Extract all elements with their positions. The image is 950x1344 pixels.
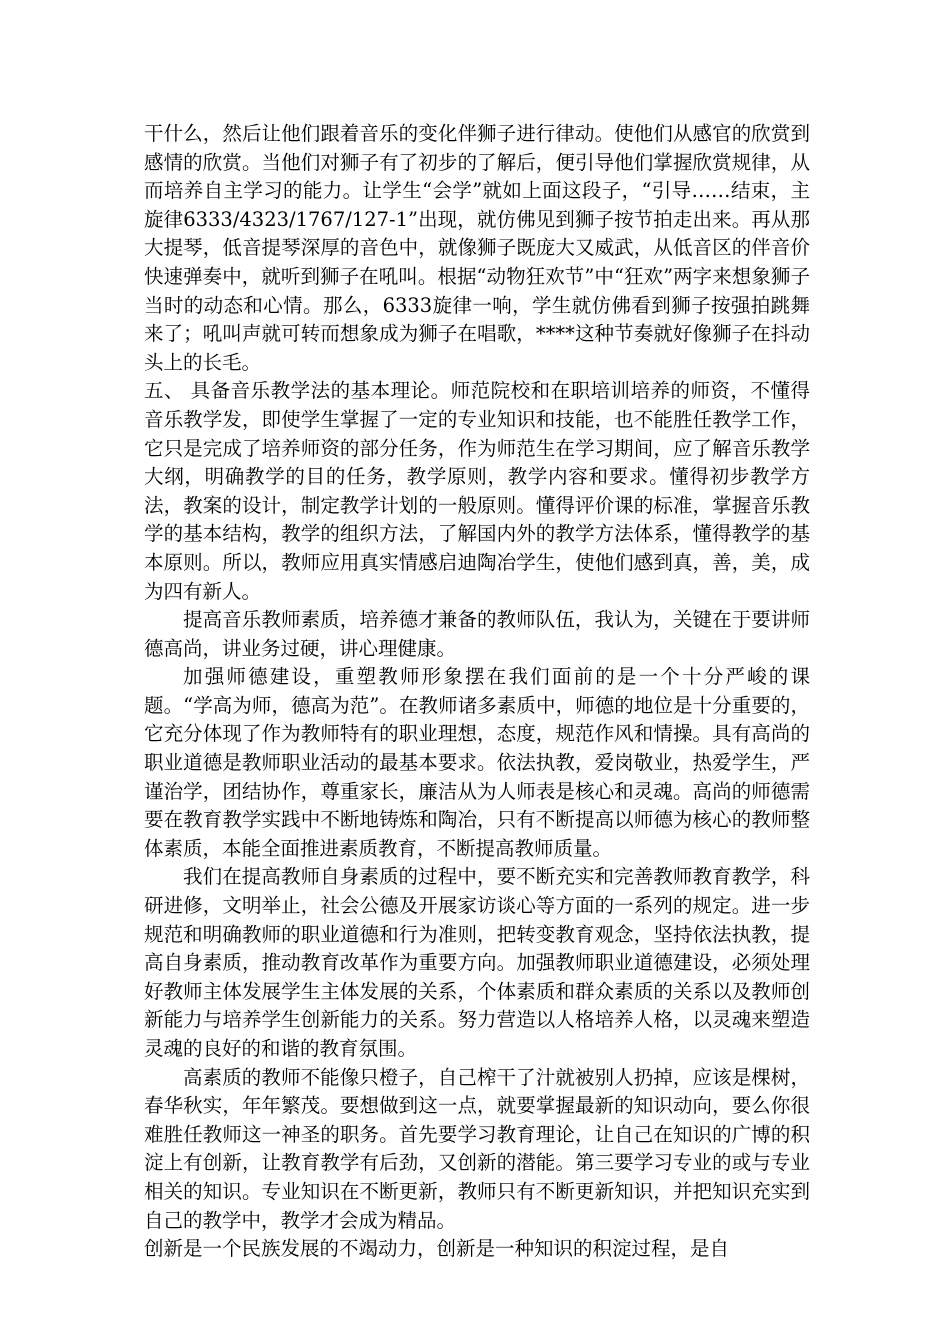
body-paragraph-music-appreciation: 干什么，然后让他们跟着音乐的变化伴狮子进行律动。使他们从感官的欣赏到感情的欣赏。当他们对狮子有了初步的了解后，便引导他们掌握欣赏规律，从而培养自主学习的能力。让学生“会学”就如上面这段子，“引导……结束，主旋律6333/4323/1767/127-1”出现，就仿佛见到狮子按节拍走出来。再从那大提琴，低音提琴深厚的音色中，就像狮子既庞大又威武，从低音区的伴音价快速弹奏中，就听到狮子在吼叫。根据“动物狂欢节”中“狂欢”两字来想象狮子当时的动态和心情。那么，6333旋律一响，学生就仿佛看到狮子按强拍跳舞来了；吼叫声就可转而想象成为狮子在唱歌，****这种节奏就好像狮子在抖动头上的长毛。: [144, 122, 810, 374]
body-paragraph-section-five: 五、 具备音乐教学法的基本理论。师范院校和在职培训培养的师资，不懂得音乐教学发，即使学生掌握了一定的专业知识和技能，也不能胜任教学工作，它只是完成了培养师资的部分任务，作为师范生在学习期间，应了解音乐教学大纲，明确教学的目的任务，教学原则，教学内容和要求。懂得初步教学方法，教案的设计，制定教学计划的一般原则。懂得评价课的标准，掌握音乐教学的基本结构，教学的组织方法，了解国内外的教学方法体系，懂得教学的基本原则。所以，教师应用真实情感启迪陶冶学生，使他们感到真，善，美，成为四有新人。: [144, 379, 810, 603]
body-paragraph-teacher-ethics: 加强师德建设，重塑教师形象摆在我们面前的是一个十分严峻的课题。“学高为师，德高为范”。在教师诸多素质中，师德的地位是十分重要的，它充分体现了作为教师特有的职业理想，态度，规范作风和情操。具有高尚的职业道德是教师职业活动的最基本要求。依法执教，爱岗敬业，热爱学生，严谨治学，团结协作，尊重家长，廉洁从为人师表是核心和灵魂。高尚的师德需要在教育教学实践中不断地铸炼和陶冶，只有不断提高以师德为核心的教师整体素质，本能全面推进素质教育，不断提高教师质量。: [144, 665, 810, 860]
document-body: [144, 120, 810, 1264]
body-paragraph-self-improvement: 我们在提高教师自身素质的过程中，要不断充实和完善教师教育教学，科研进修，文明举止，社会公德及开展家访谈心等方面的一系列的规定。进一步规范和明确教师的职业道德和行为准则，把转变教育观念，坚持依法执教，提高自身素质，推动教育改革作为重要方向。加强教师职业道德建设，必须处理好教师主体发展学生主体发展的关系，个体素质和群众素质的关系以及教师创新能力与培养学生创新能力的关系。努力营造以人格培养人格，以灵魂来塑造灵魂的良好的和谐的教育氛围。: [144, 865, 810, 1060]
body-paragraph-teacher-quality: 提高音乐教师素质，培养德才兼备的教师队伍，我认为，关键在于要讲师德高尚，讲业务过硬，讲心理健康。: [144, 608, 810, 660]
body-paragraph-knowledge-renewal: 高素质的教师不能像只橙子，自己榨干了汁就被别人扔掉，应该是棵树，春华秋实，年年繁茂。要想做到这一点，就要掌握最新的知识动向，要么你很难胜任教师这一神圣的职务。首先要学习教育理论，让自己在知识的广博的积淀上有创新，让教育教学有后劲，又创新的潜能。第三要学习专业的或与专业相关的知识。专业知识在不断更新，教师只有不断更新知识，并把知识充实到自己的教学中，教学才会成为精品。: [144, 1065, 810, 1232]
body-paragraph-innovation: 创新是一个民族发展的不竭动力，创新是一种知识的积淀过程，是自: [144, 1237, 730, 1261]
